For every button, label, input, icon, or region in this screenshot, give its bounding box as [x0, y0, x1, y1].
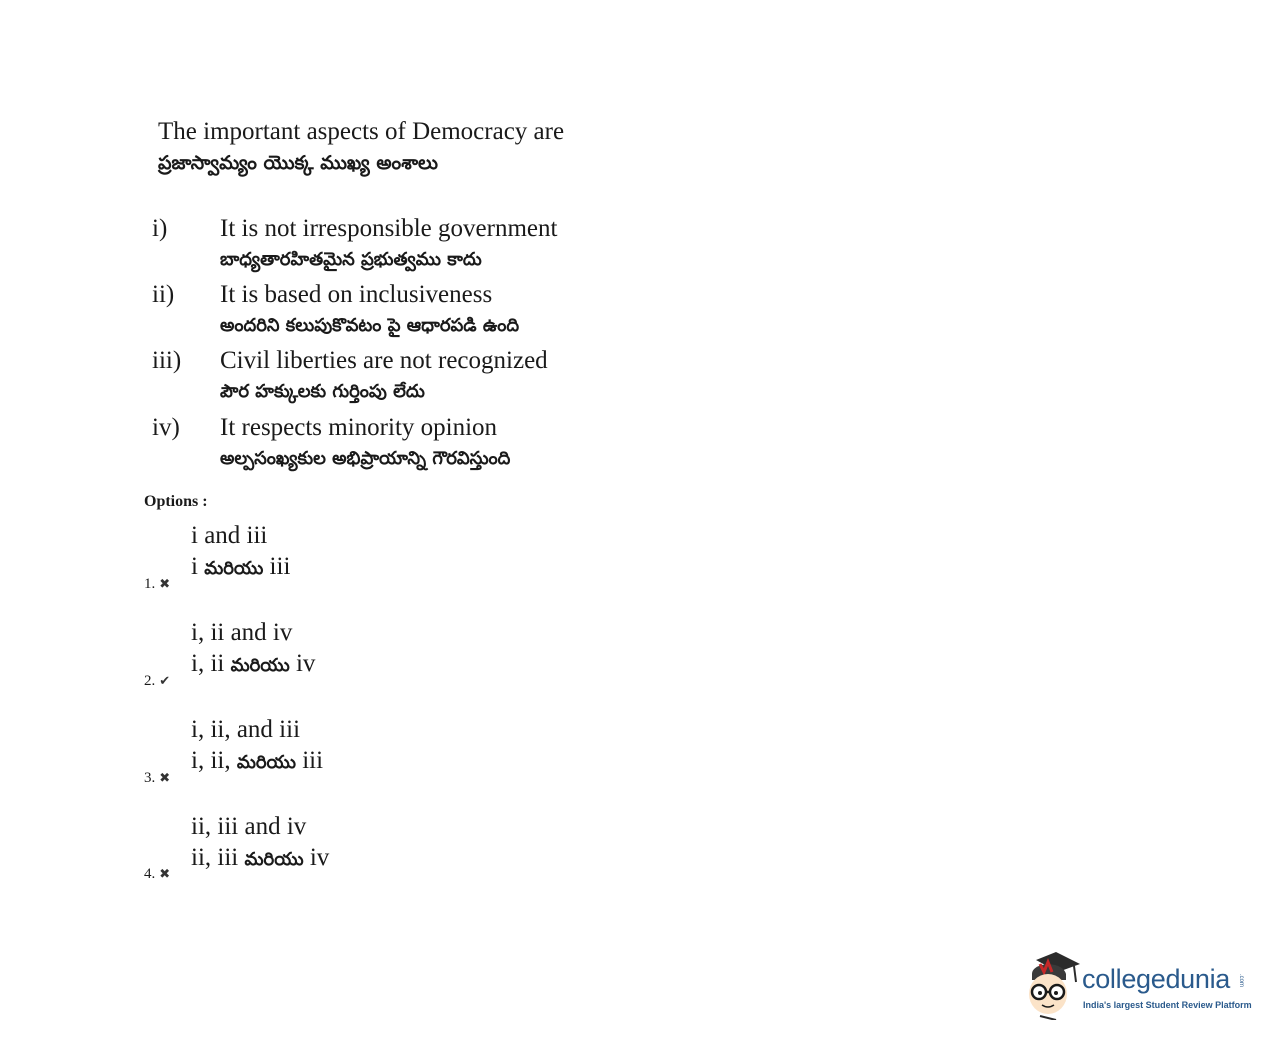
option-text-telugu: i, ii మరియు iv — [191, 650, 316, 677]
statement-number: iv) — [152, 414, 180, 441]
statement-text-english: It is not irresponsible government — [220, 215, 558, 242]
statement-text-telugu: బాధ్యతారహితమైన ప్రభుత్వము కాదు — [220, 249, 482, 270]
logo-wordmark: collegedunia — [1082, 964, 1231, 994]
question-text-telugu: ప్రజాస్వామ్యం యొక్క ముఖ్య అంశాలు — [158, 152, 438, 174]
statement-text-english: It is based on inclusiveness — [220, 281, 493, 308]
option-marker — [144, 576, 170, 593]
option-number: 4. — [144, 866, 156, 882]
check-icon: ✔ — [159, 674, 171, 689]
option-text-english: ii, iii and iv — [191, 813, 307, 840]
statement-number: ii) — [152, 281, 175, 308]
statement-number: i) — [152, 215, 168, 242]
question-stem — [158, 116, 564, 178]
logo-tagline: India's largest Student Review Platform — [1083, 1000, 1252, 1010]
option-marker — [144, 866, 170, 883]
mascot-icon — [1022, 950, 1082, 1020]
cross-icon: ✖ — [159, 867, 171, 882]
statement-text-english: Civil liberties are not recognized — [220, 347, 548, 374]
option-text-telugu: ii, iii మరియు iv — [191, 844, 330, 871]
options-label: Options : — [144, 493, 208, 510]
question-text-english: The important aspects of Democracy are — [158, 118, 565, 145]
statement-text-telugu: అల్పసంఖ్యకుల అభిప్రాయాన్ని గౌరవిస్తుంది — [220, 448, 511, 469]
cross-icon: ✖ — [159, 771, 171, 786]
option-text-english: i and iii — [191, 522, 268, 549]
collegedunia-logo[interactable] — [1022, 950, 1252, 1020]
cross-icon: ✖ — [159, 577, 171, 592]
logo-dotcom: .com — [1238, 974, 1244, 988]
option-text-telugu: i మరియు iii — [191, 553, 291, 580]
statement-text-english: It respects minority opinion — [220, 414, 498, 441]
option-marker — [144, 673, 170, 690]
option-text-english: i, ii and iv — [191, 619, 293, 646]
statement-text-telugu: పౌర హక్కులకు గుర్తింపు లేదు — [220, 381, 425, 402]
statement-number: iii) — [152, 347, 182, 374]
option-text-telugu: i, ii, మరియు iii — [191, 747, 324, 774]
option-number: 2. — [144, 673, 156, 689]
statement-text-telugu: అందరిని కలుపుకొవటం పై ఆధారపడి ఉంది — [220, 315, 520, 336]
option-marker — [144, 770, 170, 787]
option-number: 1. — [144, 576, 156, 592]
option-text-english: i, ii, and iii — [191, 716, 301, 743]
option-number: 3. — [144, 770, 156, 786]
